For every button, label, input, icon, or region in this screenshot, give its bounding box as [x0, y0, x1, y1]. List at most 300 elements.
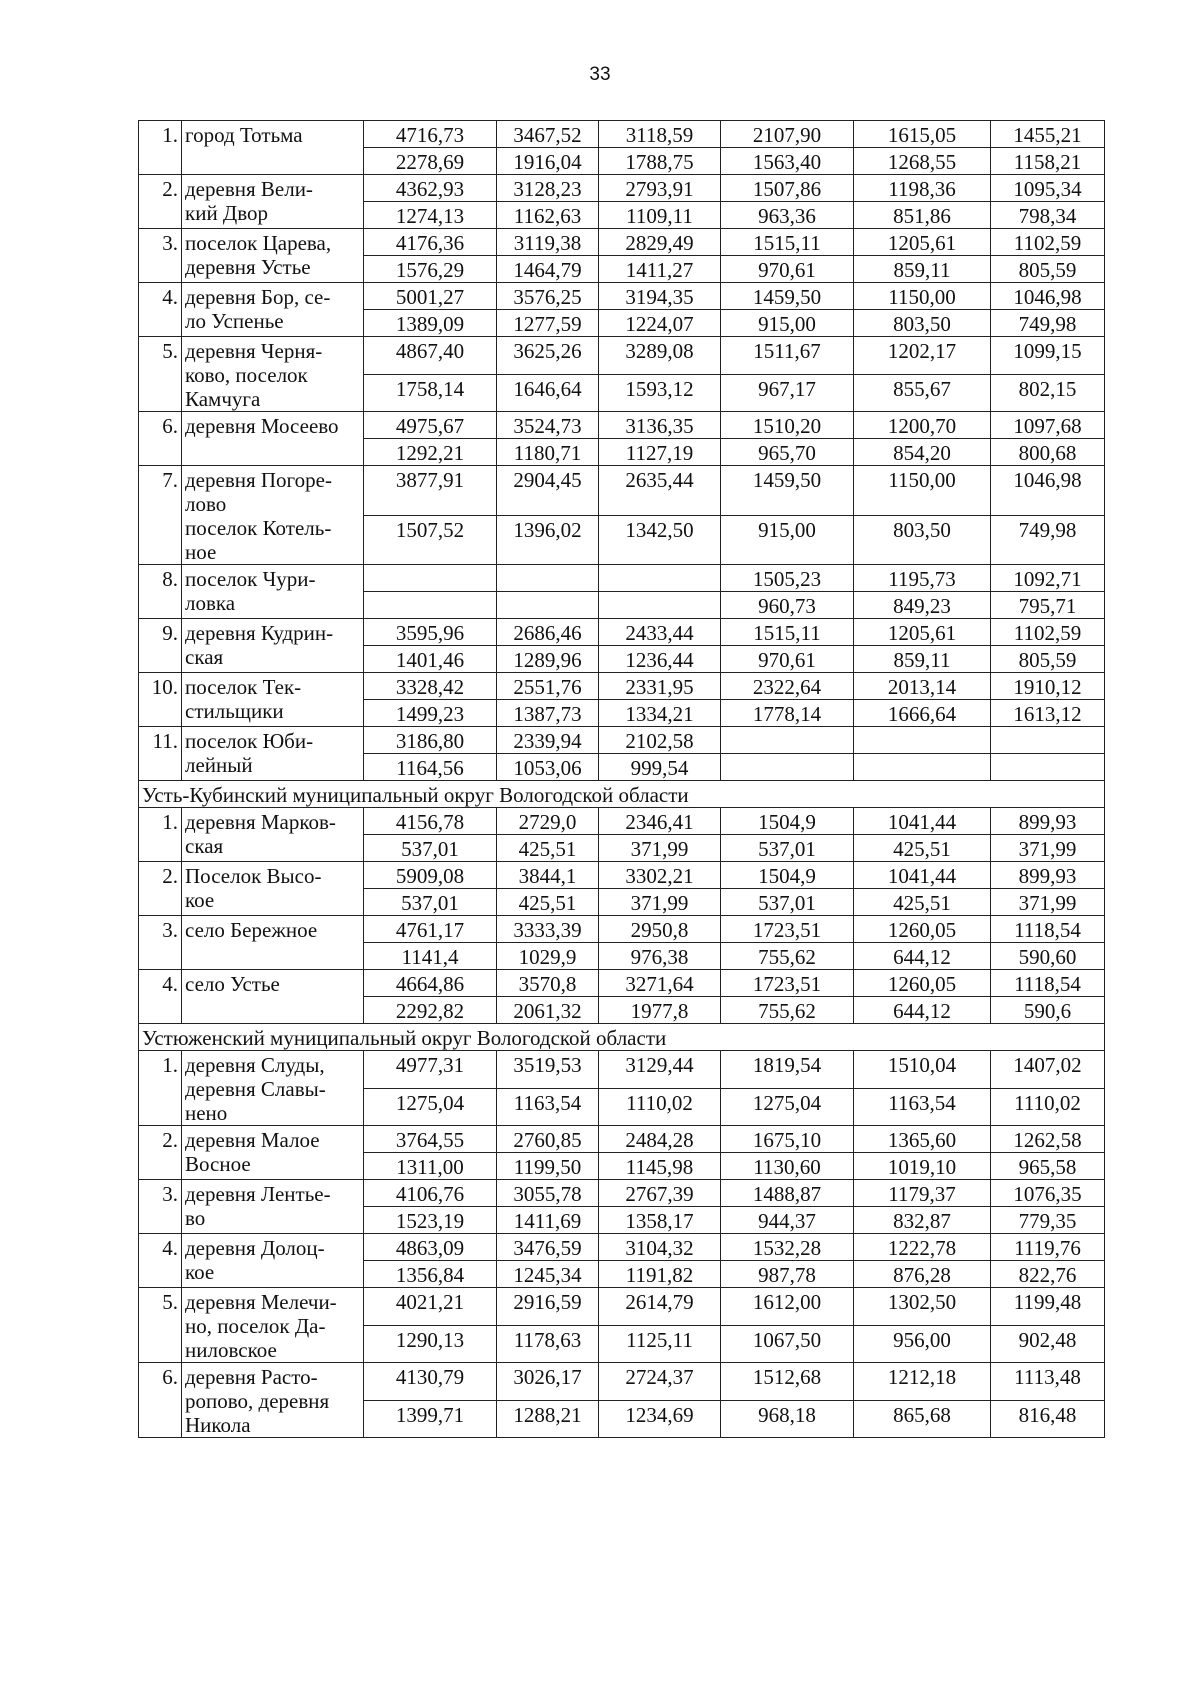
locality-name-line: ская [185, 834, 224, 858]
value-cell: 2635,44 [599, 466, 721, 516]
value-cell: 1563,40 [721, 148, 854, 175]
value-cell: 1504,9 [721, 862, 854, 889]
locality-name-line: поселок Царева, [185, 231, 332, 255]
locality-name-line: ло Успенье [185, 309, 284, 333]
value-cell: 425,51 [854, 835, 991, 862]
value-cell: 1162,63 [497, 202, 599, 229]
value-cell: 3129,44 [599, 1051, 721, 1089]
value-cell: 425,51 [854, 889, 991, 916]
value-cell: 537,01 [364, 835, 497, 862]
locality-name-line: поселок Юби- [185, 729, 314, 753]
value-cell: 1164,56 [364, 754, 497, 781]
value-cell: 2484,28 [599, 1126, 721, 1153]
value-cell: 1778,14 [721, 700, 854, 727]
locality-name [182, 970, 364, 1024]
value-cell: 854,20 [854, 439, 991, 466]
locality-name [182, 1126, 364, 1180]
table-row [139, 1363, 1105, 1401]
value-cell: 2724,37 [599, 1363, 721, 1401]
value-cell: 1311,00 [364, 1153, 497, 1180]
locality-name [182, 337, 364, 412]
value-cell: 3595,96 [364, 619, 497, 646]
value-cell: 1222,78 [854, 1234, 991, 1261]
value-cell: 3625,26 [497, 337, 599, 375]
value-cell: 1977,8 [599, 997, 721, 1024]
value-cell: 1205,61 [854, 619, 991, 646]
locality-name-line: ково, поселок [185, 363, 308, 387]
locality-name [182, 175, 364, 229]
value-cell: 1099,15 [991, 337, 1105, 375]
locality-name [182, 283, 364, 337]
value-cell: 1141,4 [364, 943, 497, 970]
locality-name-line: деревня Долоц- [185, 1236, 325, 1260]
value-cell: 1029,9 [497, 943, 599, 970]
locality-name [182, 121, 364, 175]
value-cell [721, 754, 854, 781]
value-cell: 1260,05 [854, 916, 991, 943]
section-row [139, 781, 1105, 808]
table-row [139, 412, 1105, 439]
value-cell: 425,51 [497, 889, 599, 916]
value-cell [991, 754, 1105, 781]
value-cell: 371,99 [991, 889, 1105, 916]
value-cell [497, 565, 599, 592]
value-cell: 1118,54 [991, 916, 1105, 943]
value-cell: 2614,79 [599, 1288, 721, 1326]
value-cell: 537,01 [721, 835, 854, 862]
locality-name-line: лейный [185, 753, 253, 777]
value-cell: 1510,04 [854, 1051, 991, 1089]
value-cell: 832,87 [854, 1207, 991, 1234]
row-number: 5. [139, 337, 182, 412]
table-row [139, 337, 1105, 375]
value-cell: 2013,14 [854, 673, 991, 700]
value-cell: 1499,23 [364, 700, 497, 727]
table-row [139, 1234, 1105, 1261]
value-cell: 1199,48 [991, 1288, 1105, 1326]
row-number: 6. [139, 1363, 182, 1438]
value-cell: 3118,59 [599, 121, 721, 148]
value-cell: 1365,60 [854, 1126, 991, 1153]
value-cell: 1145,98 [599, 1153, 721, 1180]
value-cell: 1041,44 [854, 862, 991, 889]
value-cell: 1411,27 [599, 256, 721, 283]
value-cell: 1163,54 [854, 1088, 991, 1126]
value-cell: 371,99 [599, 835, 721, 862]
value-cell: 1675,10 [721, 1126, 854, 1153]
value-cell: 4130,79 [364, 1363, 497, 1401]
value-cell: 1053,06 [497, 754, 599, 781]
value-cell: 803,50 [854, 515, 991, 565]
locality-name-line: деревня Черня- [185, 339, 323, 363]
locality-name-line: Поселок Высо- [185, 864, 322, 888]
value-cell: 590,6 [991, 997, 1105, 1024]
locality-name [182, 727, 364, 781]
value-cell: 4156,78 [364, 808, 497, 835]
value-cell [854, 727, 991, 754]
value-cell: 2322,64 [721, 673, 854, 700]
value-cell: 965,70 [721, 439, 854, 466]
value-cell: 2829,49 [599, 229, 721, 256]
value-cell: 1150,00 [854, 466, 991, 516]
value-cell: 1504,9 [721, 808, 854, 835]
value-cell: 1195,73 [854, 565, 991, 592]
value-cell: 802,15 [991, 374, 1105, 412]
locality-name [182, 1234, 364, 1288]
locality-name [182, 1363, 364, 1438]
value-cell: 3055,78 [497, 1180, 599, 1207]
value-cell: 3328,42 [364, 673, 497, 700]
tariff-table [138, 120, 1105, 1438]
locality-name-line: село Бережное [185, 918, 318, 942]
value-cell: 3467,52 [497, 121, 599, 148]
table-row [139, 916, 1105, 943]
value-cell: 1407,02 [991, 1051, 1105, 1089]
row-number: 7. [139, 466, 182, 565]
value-cell: 976,38 [599, 943, 721, 970]
table-row [139, 565, 1105, 592]
locality-name [182, 1288, 364, 1363]
value-cell: 1612,00 [721, 1288, 854, 1326]
locality-name-line: Никола [185, 1413, 251, 1437]
table-body [139, 121, 1105, 1438]
value-cell: 859,11 [854, 646, 991, 673]
value-cell: 1512,68 [721, 1363, 854, 1401]
row-number: 2. [139, 862, 182, 916]
value-cell: 1723,51 [721, 970, 854, 997]
locality-name [182, 466, 364, 565]
value-cell: 3576,25 [497, 283, 599, 310]
value-cell: 3877,91 [364, 466, 497, 516]
value-cell: 805,59 [991, 256, 1105, 283]
table-row [139, 1051, 1105, 1089]
locality-name-line: город Тотьма [185, 123, 303, 147]
row-number: 3. [139, 1180, 182, 1234]
value-cell: 537,01 [364, 889, 497, 916]
value-cell: 2331,95 [599, 673, 721, 700]
value-cell: 1125,11 [599, 1325, 721, 1363]
locality-name [182, 673, 364, 727]
locality-name-line: ловка [185, 591, 236, 615]
locality-name-line: деревня Мелечи- [185, 1290, 337, 1314]
locality-name-line: стильщики [185, 699, 284, 723]
row-number: 4. [139, 970, 182, 1024]
value-cell: 944,37 [721, 1207, 854, 1234]
value-cell: 822,76 [991, 1261, 1105, 1288]
value-cell: 963,36 [721, 202, 854, 229]
value-cell: 755,62 [721, 997, 854, 1024]
table-row [139, 727, 1105, 754]
value-cell: 1067,50 [721, 1325, 854, 1363]
value-cell: 3104,32 [599, 1234, 721, 1261]
value-cell: 1158,21 [991, 148, 1105, 175]
value-cell: 749,98 [991, 310, 1105, 337]
value-cell: 803,50 [854, 310, 991, 337]
value-cell: 1262,58 [991, 1126, 1105, 1153]
value-cell: 1396,02 [497, 515, 599, 565]
value-cell: 1110,02 [991, 1088, 1105, 1126]
value-cell: 1358,17 [599, 1207, 721, 1234]
value-cell: 1102,59 [991, 619, 1105, 646]
locality-name-line: деревня Слуды, [185, 1053, 325, 1077]
value-cell: 4362,93 [364, 175, 497, 202]
value-cell: 1234,69 [599, 1400, 721, 1438]
value-cell: 2686,46 [497, 619, 599, 646]
value-cell: 970,61 [721, 256, 854, 283]
value-cell: 1515,11 [721, 619, 854, 646]
value-cell: 915,00 [721, 310, 854, 337]
table-row [139, 1180, 1105, 1207]
value-cell: 805,59 [991, 646, 1105, 673]
value-cell: 1118,54 [991, 970, 1105, 997]
value-cell: 1180,71 [497, 439, 599, 466]
row-number: 4. [139, 1234, 182, 1288]
value-cell: 1302,50 [854, 1288, 991, 1326]
locality-name-line: ропово, деревня [185, 1389, 330, 1413]
section-title: Усть-Кубинский муниципальный округ Вологодской области [139, 781, 1105, 808]
value-cell: 1615,05 [854, 121, 991, 148]
value-cell: 1459,50 [721, 466, 854, 516]
value-cell: 1245,34 [497, 1261, 599, 1288]
value-cell: 956,00 [854, 1325, 991, 1363]
value-cell: 2292,82 [364, 997, 497, 1024]
table-row [139, 1126, 1105, 1153]
value-cell: 1199,50 [497, 1153, 599, 1180]
value-cell: 4176,36 [364, 229, 497, 256]
value-cell: 1046,98 [991, 466, 1105, 516]
table-row [139, 466, 1105, 516]
value-cell: 1076,35 [991, 1180, 1105, 1207]
value-cell: 1488,87 [721, 1180, 854, 1207]
value-cell: 1510,20 [721, 412, 854, 439]
locality-name-line: деревня Малое [185, 1128, 320, 1152]
value-cell: 2916,59 [497, 1288, 599, 1326]
value-cell: 4977,31 [364, 1051, 497, 1089]
value-cell: 1646,64 [497, 374, 599, 412]
locality-name-line: во [185, 1206, 206, 1230]
value-cell: 1274,13 [364, 202, 497, 229]
value-cell: 4664,86 [364, 970, 497, 997]
page-number: 33 [589, 64, 611, 85]
value-cell: 1593,12 [599, 374, 721, 412]
value-cell: 800,68 [991, 439, 1105, 466]
value-cell: 1268,55 [854, 148, 991, 175]
locality-name-line: деревня Кудрин- [185, 621, 334, 645]
value-cell: 2950,8 [599, 916, 721, 943]
locality-name [182, 862, 364, 916]
locality-name-line: ное [185, 540, 217, 564]
locality-name-line: кий Двор [185, 201, 269, 225]
row-number: 2. [139, 1126, 182, 1180]
value-cell: 537,01 [721, 889, 854, 916]
value-cell: 4021,21 [364, 1288, 497, 1326]
table-row [139, 283, 1105, 310]
value-cell: 371,99 [599, 889, 721, 916]
value-cell: 4106,76 [364, 1180, 497, 1207]
locality-name-line: поселок Тек- [185, 675, 302, 699]
value-cell: 1200,70 [854, 412, 991, 439]
value-cell: 1092,71 [991, 565, 1105, 592]
locality-name-line: лово [185, 492, 227, 516]
value-cell: 1236,44 [599, 646, 721, 673]
value-cell: 1198,36 [854, 175, 991, 202]
value-cell: 1523,19 [364, 1207, 497, 1234]
value-cell [364, 565, 497, 592]
value-cell [854, 754, 991, 781]
row-number: 2. [139, 175, 182, 229]
value-cell: 2339,94 [497, 727, 599, 754]
locality-name-line: деревня Устье [185, 255, 311, 279]
value-cell: 3333,39 [497, 916, 599, 943]
value-cell: 1288,21 [497, 1400, 599, 1438]
value-cell: 2107,90 [721, 121, 854, 148]
locality-name-line: Камчуга [185, 387, 261, 411]
value-cell: 2767,39 [599, 1180, 721, 1207]
value-cell: 749,98 [991, 515, 1105, 565]
value-cell: 1041,44 [854, 808, 991, 835]
value-cell: 3476,59 [497, 1234, 599, 1261]
value-cell: 1455,21 [991, 121, 1105, 148]
locality-name [182, 1051, 364, 1126]
value-cell: 1507,52 [364, 515, 497, 565]
value-cell: 987,78 [721, 1261, 854, 1288]
value-cell: 1723,51 [721, 916, 854, 943]
table-row [139, 175, 1105, 202]
section-title: Устюженский муниципальный округ Вологодской области [139, 1024, 1105, 1051]
value-cell: 1411,69 [497, 1207, 599, 1234]
locality-name [182, 412, 364, 466]
value-cell: 2793,91 [599, 175, 721, 202]
value-cell: 1464,79 [497, 256, 599, 283]
value-cell: 1102,59 [991, 229, 1105, 256]
value-cell: 1399,71 [364, 1400, 497, 1438]
value-cell: 2904,45 [497, 466, 599, 516]
value-cell: 1290,13 [364, 1325, 497, 1363]
value-cell: 1910,12 [991, 673, 1105, 700]
locality-name-line: поселок Котель- [185, 516, 332, 540]
value-cell: 3128,23 [497, 175, 599, 202]
value-cell: 855,67 [854, 374, 991, 412]
locality-name-line: деревня Славы- [185, 1077, 326, 1101]
value-cell: 816,48 [991, 1400, 1105, 1438]
locality-name [182, 916, 364, 970]
locality-name-line: деревня Лентье- [185, 1182, 331, 1206]
row-number: 3. [139, 916, 182, 970]
locality-name-line: деревня Бор, се- [185, 285, 331, 309]
value-cell: 851,86 [854, 202, 991, 229]
value-cell: 5909,08 [364, 862, 497, 889]
table-row [139, 970, 1105, 997]
value-cell: 1515,11 [721, 229, 854, 256]
value-cell: 859,11 [854, 256, 991, 283]
value-cell [599, 592, 721, 619]
value-cell: 999,54 [599, 754, 721, 781]
value-cell: 2346,41 [599, 808, 721, 835]
locality-name-line: ская [185, 645, 224, 669]
value-cell: 1212,18 [854, 1363, 991, 1401]
value-cell: 876,28 [854, 1261, 991, 1288]
value-cell: 4716,73 [364, 121, 497, 148]
locality-name-line: ниловское [185, 1338, 277, 1362]
table-row [139, 619, 1105, 646]
value-cell: 1178,63 [497, 1325, 599, 1363]
value-cell: 590,60 [991, 943, 1105, 970]
locality-name [182, 619, 364, 673]
value-cell: 1097,68 [991, 412, 1105, 439]
value-cell: 2278,69 [364, 148, 497, 175]
value-cell: 1401,46 [364, 646, 497, 673]
value-cell: 4975,67 [364, 412, 497, 439]
value-cell: 902,48 [991, 1325, 1105, 1363]
value-cell: 960,73 [721, 592, 854, 619]
value-cell: 1205,61 [854, 229, 991, 256]
value-cell: 1356,84 [364, 1261, 497, 1288]
value-cell: 899,93 [991, 808, 1105, 835]
value-cell: 1150,00 [854, 283, 991, 310]
value-cell: 3119,38 [497, 229, 599, 256]
row-number: 3. [139, 229, 182, 283]
value-cell: 1277,59 [497, 310, 599, 337]
value-cell: 644,12 [854, 943, 991, 970]
value-cell: 967,17 [721, 374, 854, 412]
value-cell: 5001,27 [364, 283, 497, 310]
row-number: 10. [139, 673, 182, 727]
value-cell: 899,93 [991, 862, 1105, 889]
row-number: 1. [139, 808, 182, 862]
table-row [139, 1288, 1105, 1326]
value-cell: 1666,64 [854, 700, 991, 727]
locality-name [182, 565, 364, 619]
value-cell: 644,12 [854, 997, 991, 1024]
value-cell: 755,62 [721, 943, 854, 970]
value-cell: 2102,58 [599, 727, 721, 754]
value-cell: 2729,0 [497, 808, 599, 835]
value-cell: 1387,73 [497, 700, 599, 727]
value-cell: 1163,54 [497, 1088, 599, 1126]
locality-name-line: нено [185, 1101, 228, 1125]
value-cell: 4761,17 [364, 916, 497, 943]
value-cell: 425,51 [497, 835, 599, 862]
locality-name-line: но, поселок Да- [185, 1314, 326, 1338]
value-cell: 1119,76 [991, 1234, 1105, 1261]
value-cell: 1507,86 [721, 175, 854, 202]
locality-name-line: деревня Погоре- [185, 468, 332, 492]
value-cell: 2433,44 [599, 619, 721, 646]
locality-name [182, 1180, 364, 1234]
value-cell: 1109,11 [599, 202, 721, 229]
value-cell: 1127,19 [599, 439, 721, 466]
value-cell: 1292,21 [364, 439, 497, 466]
locality-name-line: деревня Марков- [185, 810, 336, 834]
table-row [139, 229, 1105, 256]
row-number: 9. [139, 619, 182, 673]
value-cell: 1095,34 [991, 175, 1105, 202]
value-cell: 1019,10 [854, 1153, 991, 1180]
value-cell: 371,99 [991, 835, 1105, 862]
value-cell: 779,35 [991, 1207, 1105, 1234]
value-cell [497, 592, 599, 619]
value-cell: 1758,14 [364, 374, 497, 412]
row-number: 11. [139, 727, 182, 781]
value-cell: 1576,29 [364, 256, 497, 283]
row-number: 1. [139, 121, 182, 175]
value-cell: 1819,54 [721, 1051, 854, 1089]
value-cell: 1275,04 [721, 1088, 854, 1126]
value-cell: 1260,05 [854, 970, 991, 997]
locality-name-line: село Устье [185, 972, 280, 996]
value-cell [364, 592, 497, 619]
value-cell: 1191,82 [599, 1261, 721, 1288]
